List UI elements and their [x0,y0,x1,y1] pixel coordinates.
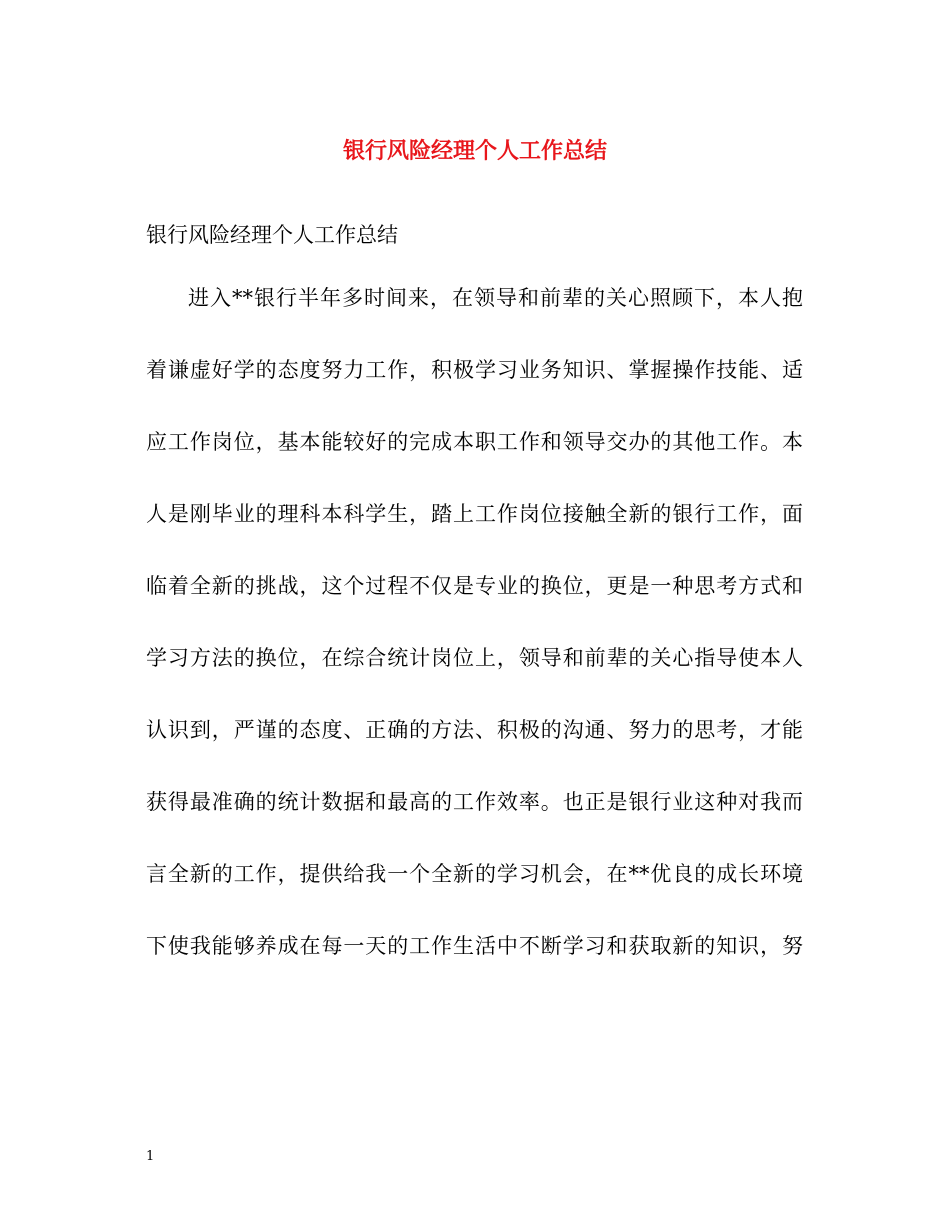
body-line-6: 学习方法的换位，在综合统计岗位上，领导和前辈的关心指导使本人 [146,646,803,670]
body-line-9: 言全新的工作，提供给我一个全新的学习机会，在**优良的成长环境 [146,862,803,886]
document-subtitle: 银行风险经理个人工作总结 [146,223,398,247]
body-line-2: 着谦虚好学的态度努力工作，积极学习业务知识、掌握操作技能、适 [146,358,803,382]
body-paragraph [146,280,803,1000]
body-line-8: 获得最准确的统计数据和最高的工作效率。也正是银行业这种对我而 [146,790,803,814]
page-number: 1 [146,1149,155,1164]
body-line-5: 临着全新的挑战，这个过程不仅是专业的换位，更是一种思考方式和 [146,574,803,598]
body-line-3: 应工作岗位，基本能较好的完成本职工作和领导交办的其他工作。本 [146,430,803,454]
page-title: 银行风险经理个人工作总结 [342,138,607,164]
body-line-1: 进入**银行半年多时间来，在领导和前辈的关心照顾下，本人抱 [188,286,803,310]
body-line-4: 人是刚毕业的理科本科学生，踏上工作岗位接触全新的银行工作，面 [146,502,803,526]
body-line-10: 下使我能够养成在每一天的工作生活中不断学习和获取新的知识，努 [146,934,803,958]
body-line-7: 认识到，严谨的态度、正确的方法、积极的沟通、努力的思考，才能 [146,718,803,742]
